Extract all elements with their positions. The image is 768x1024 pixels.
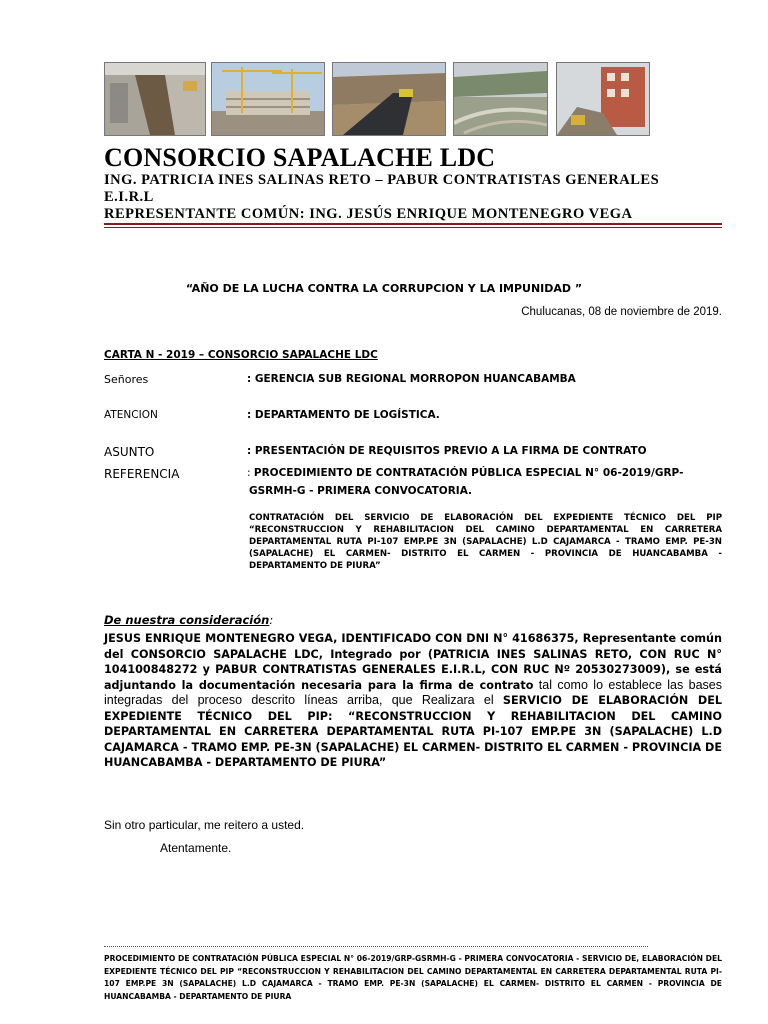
building-construction-photo	[211, 62, 325, 136]
referencia-label: REFERENCIA	[104, 467, 180, 481]
atencion-label: ATENCION	[104, 409, 158, 421]
senores-value: : GERENCIA SUB REGIONAL MORROPON HUANCABAMBA	[247, 373, 576, 385]
closing-line: Sin otro particular, me reitero a usted.	[104, 818, 305, 832]
body-part-2: tal como lo establece las bases integradas del proceso descrito líneas arriba, que Realizara el	[104, 677, 722, 707]
letter-body	[104, 631, 722, 771]
year-motto: “AÑO DE LA LUCHA CONTRA LA CORRUPCION Y LA IMPUNIDAD ”	[185, 282, 583, 295]
company-name: CONSORCIO SAPALACHE LDC	[104, 143, 496, 172]
body-part-1: JESUS ENRIQUE MONTENEGRO VEGA, IDENTIFICADO CON DNI N° 41686375, Representante común del CONSORCIO SAPALACHE LDC, Integrado por (PATRICIA INES SALINAS RETO, CON RUC N° 104100848272 y PABUR CONTRATISTAS GENERALES E.I.R.L, CON RUC Nº 20530273009), se está adjuntando la documentación necesaria para la firma de contrato	[104, 632, 722, 692]
sign-off: Atentamente.	[160, 841, 232, 855]
referencia-text-1: PROCEDIMIENTO DE CONTRATACIÓN PÚBLICA ESPECIAL N° 06-2019/GRP-	[253, 467, 684, 479]
footer-divider	[104, 946, 648, 947]
representative-line: REPRESENTANTE COMÚN: ING. JESÚS ENRIQUE MONTENEGRO VEGA	[104, 206, 633, 222]
referencia-colon: :	[247, 467, 254, 479]
referencia-value-1	[247, 467, 683, 479]
members-line-continued: E.I.R.L	[104, 189, 154, 205]
letter-number: CARTA N - 2019 – CONSORCIO SAPALACHE LDC	[104, 349, 378, 361]
collapsed-building-photo	[556, 62, 650, 136]
atencion-value: : DEPARTAMENTO DE LOGÍSTICA.	[247, 409, 440, 421]
salutation-colon: :	[269, 613, 274, 627]
header-photo-strip	[104, 62, 649, 136]
salutation	[104, 613, 273, 627]
landscape-road-photo	[453, 62, 548, 136]
asunto-label: ASUNTO	[104, 445, 155, 459]
header-rule-thick	[104, 223, 722, 225]
contratacion-description: CONTRATACIÓN DEL SERVICIO DE ELABORACIÓN DEL EXPEDIENTE TÉCNICO DEL PIP “RECONSTRUCCION Y REHABILITACION DEL CAMINO DEPARTAMENTAL EN CARRETERA DEPARTAMENTAL RUTA PI-107 EMP.PE 3N (SAPALACHE) L.D CAJAMARCA - TRAMO EMP. PE-3N (SAPALACHE) EL CARMEN- DISTRITO EL CARMEN - PROVINCIA DE HUANCABAMBA - DEPARTAMENTO DE PIURA”	[249, 513, 722, 571]
header-rule-thin	[104, 227, 722, 228]
letter-date: Chulucanas, 08 de noviembre de 2019.	[521, 306, 722, 318]
road-paving-photo	[332, 62, 446, 136]
body-part-3: SERVICIO DE ELABORACIÓN DEL EXPEDIENTE TÉCNICO DEL PIP: “RECONSTRUCCION Y REHABILITACION DEL CAMINO DEPARTAMENTAL EN CARRETERA DEPARTAMENTAL RUTA PI-107 EMP.PE 3N (SAPALACHE) L.D CAJAMARCA - TRAMO EMP. PE-3N (SAPALACHE) EL CARMEN- DISTRITO EL CARMEN - PROVINCIA DE HUANCABAMBA - DEPARTAMENTO DE PIURA”	[104, 694, 722, 769]
senores-label: Señores	[104, 373, 149, 386]
asunto-value: : PRESENTACIÓN DE REQUISITOS PREVIO A LA FIRMA DE CONTRATO	[247, 445, 647, 457]
members-line: ING. PATRICIA INES SALINAS RETO – PABUR CONTRATISTAS GENERALES	[104, 172, 660, 188]
salutation-text: De nuestra consideración	[104, 613, 270, 627]
referencia-value-2: GSRMH-G - PRIMERA CONVOCATORIA.	[249, 485, 473, 497]
excavation-photo	[104, 62, 206, 136]
page-footer: PROCEDIMIENTO DE CONTRATACIÓN PÚBLICA ESPECIAL N° 06-2019/GRP-GSRMH-G - PRIMERA CONVOCATORIA - SERVICIO DE, ELABORACIÓN DEL EXPEDIENTE TÉCNICO DEL PIP “RECONSTRUCCION Y REHABILITACION DEL CAMINO DEPARTAMENTAL EN CARRETERA DEPARTAMENTAL RUTA PI-107 EMP.PE 3N (SAPALACHE) L.D CAJAMARCA - TRAMO EMP. PE-3N (SAPALACHE) EL CARMEN- DISTRITO EL CARMEN - PROVINCIA DE HUANCABAMBA - DEPARTAMENTO DE PIURA	[104, 954, 722, 1001]
